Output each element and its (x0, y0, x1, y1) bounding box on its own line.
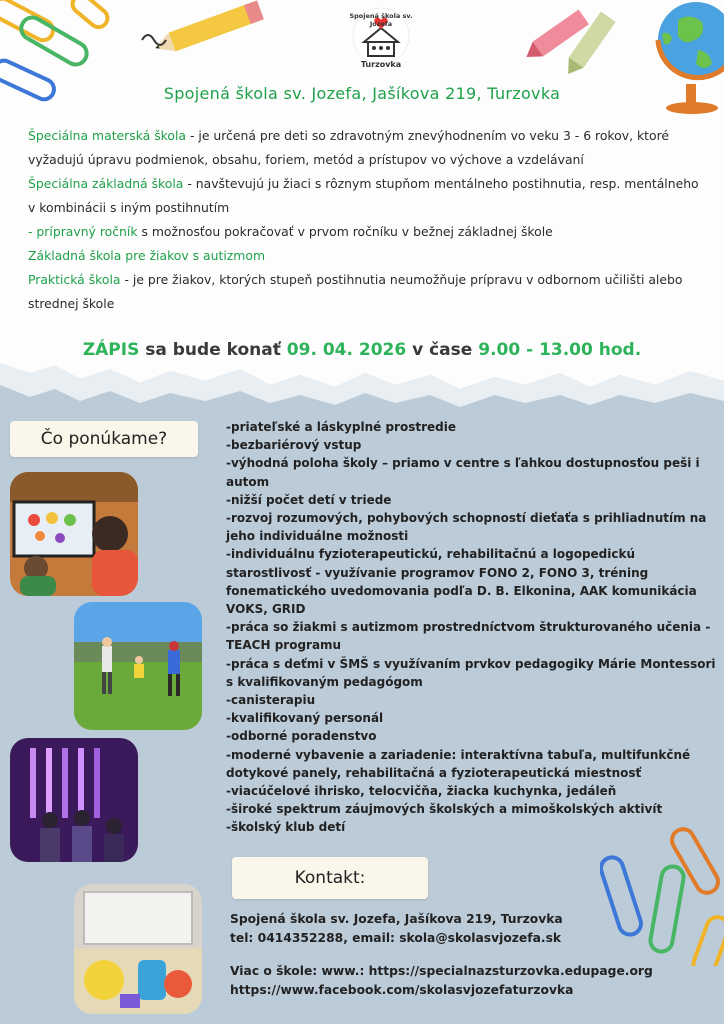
zapis-word: ZÁPIS (82, 340, 140, 360)
photo-classroom (74, 884, 202, 1014)
contact-phone-email[interactable]: tel: 0414352288, email: skola@skolasvjozefa.sk (230, 931, 562, 945)
list-item: -školský klub detí (226, 820, 346, 835)
zapis-middle: sa bude konať (139, 340, 287, 360)
desc-item (28, 124, 708, 172)
list-item: -kvalifikovaný personál (226, 711, 384, 726)
zapis-time-label: v čase (406, 340, 479, 360)
list-item: -individuálnu fyzioterapeutickú, rehabilitačnú a logopedickú starostlivosť - využívanie programov FONO 2, FONO 3, tréning fonematického uvedomovania podľa D. B. Elkonina, AAK komunikácia VOKS, GRID (226, 547, 697, 617)
desc-item (28, 268, 708, 316)
zapis-time: 9.00 - 13.00 hod. (478, 340, 642, 360)
list-item: -práca so žiakmi s autizmom prostredníctvom štrukturovaného učenia - TEACH programu (226, 620, 711, 653)
desc-text: s možnosťou pokračovať v prvom ročníku v bežnej základnej škole (137, 224, 553, 239)
desc-prefix: - (28, 224, 37, 239)
logo-arc-text: Spojená škola sv. Jozefa (349, 12, 413, 28)
offer-list (226, 418, 716, 837)
list-item: -bezbariérový vstup (226, 438, 362, 453)
desc-highlight: Špeciálna základná škola (28, 176, 184, 191)
paper-clips-decoration (600, 816, 724, 966)
photo-children-computer (10, 472, 138, 596)
page-title: Spojená škola sv. Jozefa, Jašíkova 219, Turzovka (163, 84, 561, 103)
photo-children-playing-outside (74, 602, 202, 730)
contact-facebook[interactable]: https://www.facebook.com/skolasvjozefaturzovka (230, 983, 574, 997)
pencil-icon (140, 0, 270, 60)
logo-bottom-text: Turzovka (360, 60, 402, 69)
list-item: -široké spektrum záujmových školských a mimoškolských aktivít (226, 802, 663, 817)
list-item: -nižší počet detí v triede (226, 492, 392, 507)
contact-heading: Kontakt: (232, 857, 428, 899)
list-item: -rozvoj rozumových, pohybových schopností dieťaťa s prihliadnutím na jeho individuálne možnosti (226, 511, 707, 544)
school-descriptions (28, 124, 708, 316)
photo-sensory-room (10, 738, 138, 862)
desc-highlight: Základná škola pre žiakov s autizmom (28, 248, 266, 263)
desc-text: - je určená pre deti so zdravotným znevýhodnením vo veku 3 - 6 rokov, ktoré vyžadujú úpravu podmienok, obsahu, foriem, metód a prístupov vo výchove a vzdelávaní (28, 128, 670, 167)
contact-address: Spojená škola sv. Jozefa, Jašíkova 219, Turzovka (230, 912, 563, 926)
desc-highlight: Praktická škola (28, 272, 121, 287)
list-item: -priateľské a láskyplné prostredie (226, 420, 456, 434)
offer-heading: Čo ponúkame? (10, 421, 198, 457)
desc-item (28, 220, 708, 244)
desc-highlight: prípravný ročník (36, 224, 138, 239)
list-item: -moderné vybavenie a zariadenie: interaktívna tabuľa, multifunkčné dotykové panely, rehabilitačná a fyzioterapeutická miestnosť (226, 747, 691, 780)
list-item: -práca s deťmi v ŠMŠ s využívaním prvkov pedagogiky Márie Montessori s kvalifikovaným pedagógom (226, 656, 716, 689)
desc-highlight: Špeciálna materská škola (28, 128, 187, 143)
desc-item (28, 172, 708, 220)
list-item: -viacúčelové ihrisko, telocvičňa, žiacka kuchynka, jedáleň (226, 784, 617, 799)
list-item: -odborné poradenstvo (226, 729, 377, 744)
zapis-date: 09. 04. 2026 (286, 340, 407, 360)
list-item: -canisterapiu (226, 693, 316, 708)
crayons-decoration (516, 0, 616, 80)
enrollment-announcement (0, 340, 724, 360)
desc-text: - navštevujú ju žiaci s rôznym stupňom mentálneho postihnutia, resp. mentálneho v kombinácii s iným postihnutím (28, 176, 699, 215)
desc-item (28, 244, 708, 268)
desc-text: - je pre žiakov, ktorých stupeň postihnutia neumožňuje prípravu v odbornom učilišti alebo strednej škole (28, 272, 683, 311)
contact-website[interactable]: Viac o škole: www.: https://specialnazsturzovka.edupage.org (230, 964, 653, 978)
list-item: -výhodná poloha školy – priamo v centre s ľahkou dostupnosťou peši i autom (226, 456, 700, 489)
